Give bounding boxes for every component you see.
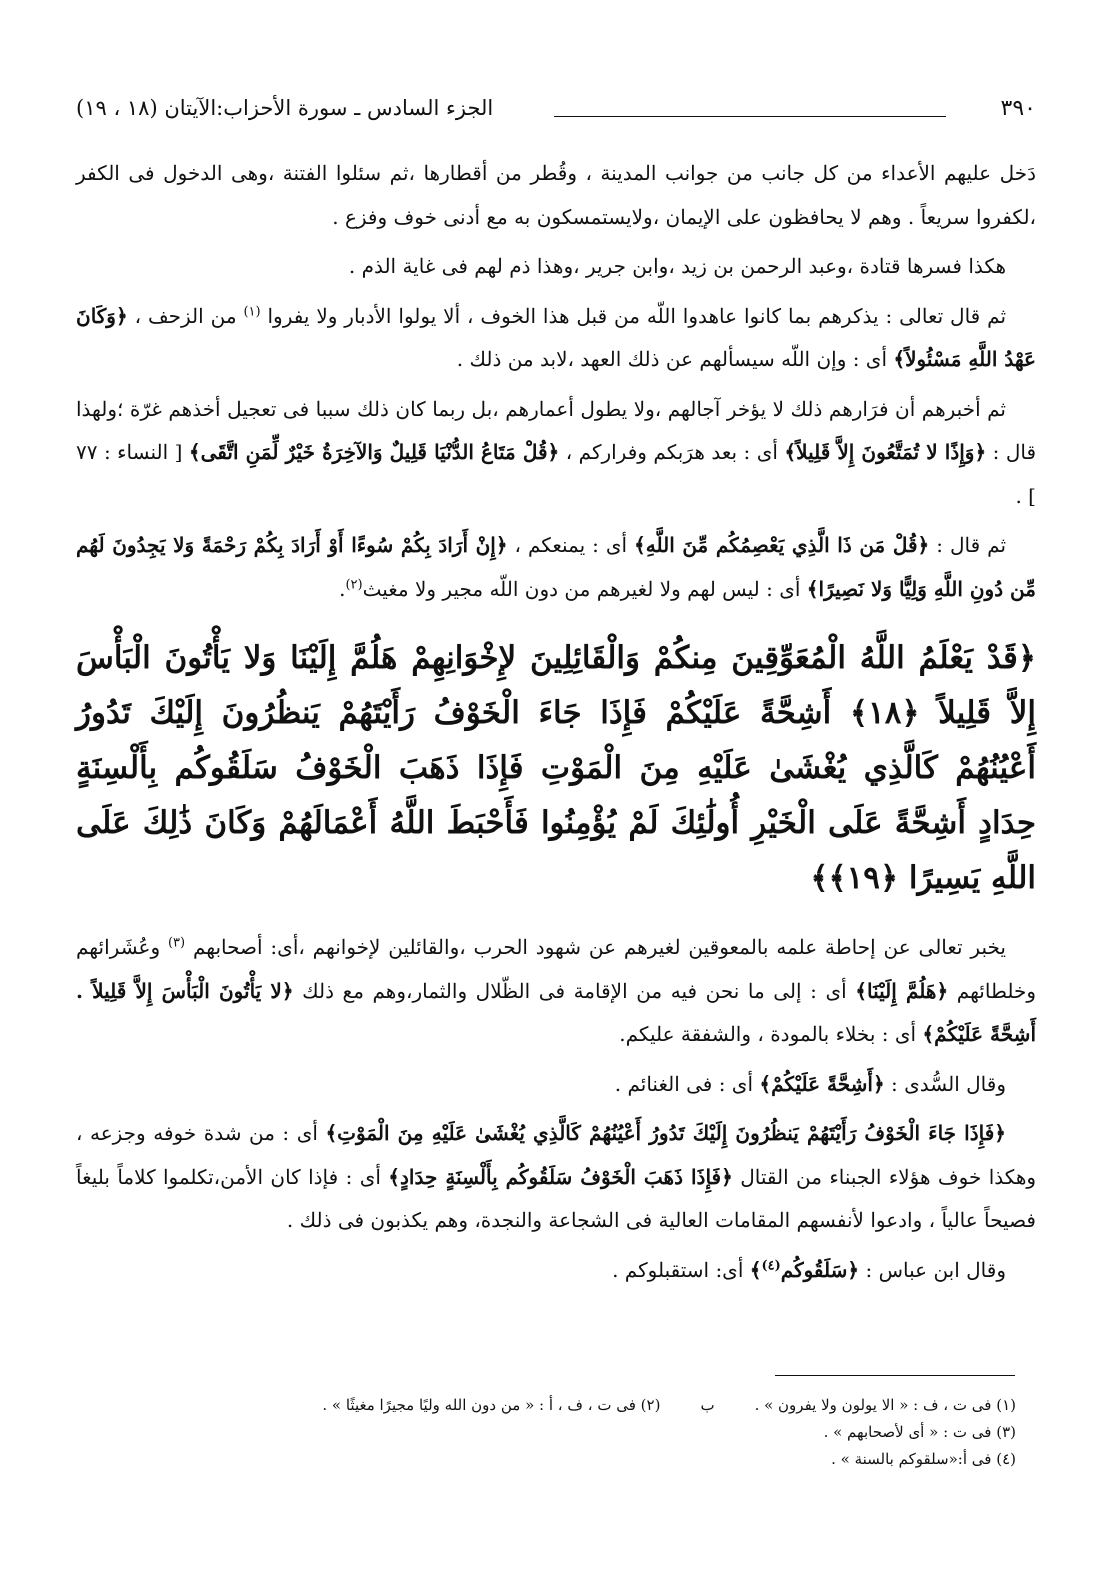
paragraph-text: من الزحف ، [134, 303, 237, 328]
paragraph-3 [76, 295, 1036, 382]
quran-quote: ﴿فَإِذَا جَاءَ الْخَوْفُ رَأَيْتَهُمْ يَنظُرُونَ إِلَيْكَ تَدُورُ أَعْيُنُهُمْ كَالَّذِي يُغْشَىٰ عَلَيْهِ مِنَ الْمَوْتِ﴾ [325, 1121, 1006, 1145]
quote-bracket: ﴾ [749, 1257, 762, 1282]
paragraph-text: أى : يمنعكم ، [514, 533, 628, 557]
quote-text: ﴿سَلَقُوكُم [780, 1257, 860, 1282]
footnote-mark: ب [700, 1396, 715, 1414]
paragraph-text: أى : فإذا كان الأمن،تكلموا كلاماً بليغاً فصيحاً عالياً ، وادعوا لأنفسهم المقامات العالية فى الشجاعة والنجدة، وهم يكذبون فى ذلك . [76, 1164, 1036, 1232]
running-title: الجزء السادس ـ سورة الأحزاب:الآيتان (١٨ ، ١٩) [76, 96, 494, 120]
quran-verse-block: ﴿قَدْ يَعْلَمُ اللَّهُ الْمُعَوِّقِينَ مِنكُمْ وَالْقَائِلِينَ لإِخْوَانِهِمْ هَلُمَّ إِلَيْنَا وَلا يَأْتُونَ الْبَأْسَ إِلاَّ قَلِيلاً ﴿١٨﴾ أَشِحَّةً عَلَيْكُمْ فَإِذَا جَاءَ الْخَوْفُ رَأَيْتَهُمْ يَنظُرُونَ إِلَيْكَ تَدُورُ أَعْيُنُهُمْ كَالَّذِي يُغْشَىٰ عَلَيْهِ مِنَ الْمَوْتِ فَإِذَا ذَهَبَ الْخَوْفُ سَلَقُوكُم بِأَلْسِنَةٍ حِدَادٍ أَشِحَّةً عَلَى الْخَيْرِ أُولَٰئِكَ لَمْ يُؤْمِنُوا فَأَحْبَطَ اللَّهُ أَعْمَالَهُمْ وَكَانَ ذَٰلِكَ عَلَى اللَّهِ يَسِيرًا ﴿١٩﴾﴾ [76, 640, 1036, 896]
quran-quote [750, 1258, 859, 1282]
paragraph-text: ثم أخبرهم أن فرَارهم ذلك لا يؤخر آجالهم ،ولا يطول أعمارهم ،بل ربما كان ذلك سببا فى تعجيل أخذهم غرّة ؛ولهذا قال : [76, 396, 1037, 464]
paragraph-text: أى : فى الغنائم . [614, 1071, 754, 1096]
footnote-rule [775, 1375, 1015, 1376]
paragraph-text: أى : وإن اللّه سيسألهم عن ذلك العهد ،لابد من ذلك . [456, 347, 888, 371]
paragraph-text: أى : بعد هرَبكم وفراركم ، [565, 440, 778, 464]
quran-quote: ﴿لا يَأْتُونَ الْبَأْسَ إِلاَّ قَلِيلاً . أَشِحَّةً عَلَيْكُمْ﴾ [76, 978, 1036, 1046]
paragraph-text: أى: استقبلوكم . [612, 1257, 744, 1282]
paragraph-6 [76, 926, 1036, 1057]
quran-quote: ﴿فَإِذَا ذَهَبَ الْخَوْفُ سَلَقُوكُم بِأَلْسِنَةٍ حِدَادٍ﴾ [388, 1164, 733, 1189]
paragraph-text: وقال ابن عباس : [865, 1257, 1006, 1282]
quran-quote: ﴿أَشِحَّةً عَلَيْكُمْ﴾ [759, 1071, 885, 1096]
paragraph-9 [76, 1249, 1036, 1293]
paragraph-text: هكذا فسرها قتادة ،وعبد الرحمن بن زيد ،وابن جرير ،وهذا ذم لهم فى غاية الذم . [348, 254, 1006, 278]
paragraph-1 [76, 152, 1036, 239]
header-rule [554, 116, 946, 117]
paragraph-5 [76, 524, 1036, 611]
footnote-ref: (٤) [761, 1257, 781, 1273]
paragraph-4 [76, 388, 1036, 519]
footnote-1: (١) فى ت ، ف : « الا يولون ولا يفرون » . [754, 1396, 1016, 1414]
paragraph-text: ثم قال تعالى : يذكرهم بما كانوا عاهدوا اللّه من قبل هذا الخوف ، ألا يولوا الأدبار ولا يفروا [267, 303, 1007, 328]
paragraph-2 [76, 245, 1036, 289]
footnote-ref: (٣) [167, 935, 186, 951]
paragraph-7 [76, 1063, 1036, 1107]
paragraph-text: أى : بخلاء بالمودة ، والشفقة عليكم. [619, 1022, 917, 1046]
footnote-3: (٣) فى ت : « أى لأصحابهم » . [823, 1423, 1016, 1441]
footnote-2: (٢) فى ت ، ف ، أ : « من دون الله وليًا مجيرًا مغيثًا » . [322, 1396, 661, 1414]
paragraph-text: وعُشَرائهم وخلطائهم [76, 935, 1037, 1003]
page-body [76, 152, 1036, 1298]
paragraph-text: دَخل عليهم الأعداء من كل جانب من جوانب المدينة ، وقُطر من أقطارها ،ثم سئلوا الفتنة ،وهى الدخول فى الكفر ،لكفروا سريعاً . وهم لا يحافظون على الإيمان ،ولايستمسكون به مع أدنى خوف وفزع . [76, 161, 1036, 229]
quran-quote: ﴿وَكَانَ عَهْدُ اللَّهِ مَسْئُولاً﴾ [76, 303, 1036, 371]
paragraph-8 [76, 1112, 1036, 1243]
paragraph-text: [ النساء : ٧٧ ] . [76, 440, 1036, 508]
paragraph-text: . [339, 576, 346, 601]
page-header [76, 94, 1036, 134]
footnote-row [76, 1392, 1016, 1419]
quran-quote: ﴿وَإِذًا لا تُمَتَّعُونَ إِلاَّ قَلِيلاً﴾ [784, 440, 987, 464]
quran-quote: ﴿إِنْ أَرَادَ بِكُمْ سُوءًا أَوْ أَرَادَ بِكُمْ رَحْمَةً وَلا يَجِدُونَ لَهُم مِّن دُونِ اللَّهِ وَلِيًّا وَلا نَصِيرًا﴾ [76, 533, 1036, 601]
paragraph-text: أى : إلى ما نحن فيه من الإقامة فى الظّلال والثمار،وهم مع ذلك [302, 978, 847, 1003]
paragraph-text: وقال السُّدى : [891, 1071, 1006, 1096]
footnote-ref: (٢) [345, 576, 363, 592]
footnote-4: (٤) فى أ:«سلقوكم بالسنة » . [831, 1450, 1016, 1468]
quran-quote: ﴿قُلْ مَتَاعُ الدُّنْيَا قَلِيلٌ وَالآخِرَةُ خَيْرٌ لِّمَنِ اتَّقَى﴾ [188, 440, 560, 464]
quran-quote: ﴿هَلُمَّ إِلَيْنَا﴾ [855, 978, 949, 1003]
paragraph-text: أى : ليس لهم ولا لغيرهم من دون اللّه مجير ولا مغيث [362, 576, 801, 601]
footnotes [76, 1392, 1016, 1473]
footnote-ref: (١) [243, 303, 261, 319]
quran-quote: ﴿قُلْ مَن ذَا الَّذِي يَعْصِمُكُم مِّنَ اللَّهِ﴾ [634, 533, 930, 557]
paragraph-text: يخبر تعالى عن إحاطة علمه بالمعوقين لغيرهم عن شهود الحرب ،والقائلين لإخوانهم ،أى: أصحابهم [192, 935, 1006, 959]
page-number: ٣٩٠ [1000, 96, 1036, 121]
paragraph-text: أى : من شدة خوفه وجزعه ، وهكذا خوف هؤلاء الجبناء من القتال [76, 1121, 1037, 1189]
paragraph-text: ثم قال : [936, 533, 1007, 557]
